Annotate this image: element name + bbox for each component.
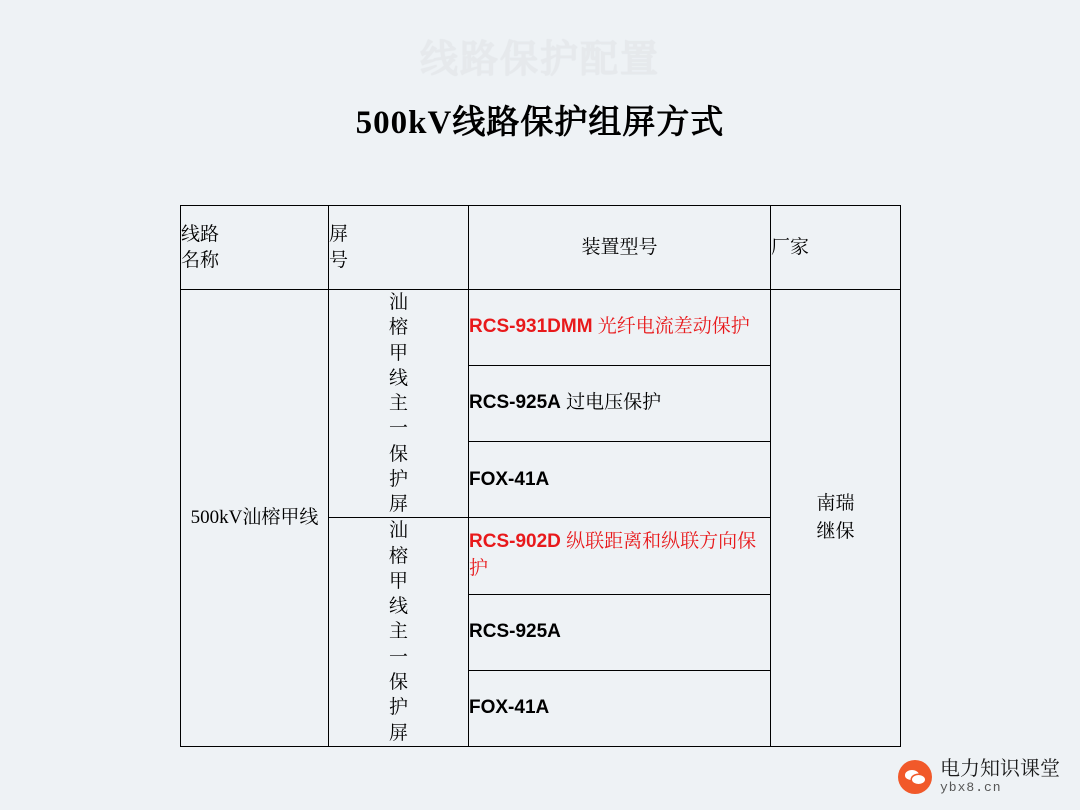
watermark-name: 电力知识课堂 [940, 758, 1060, 781]
protection-panel-table-wrapper [180, 205, 900, 747]
cell-line-name: 500kV汕榕甲线 [181, 290, 329, 747]
panel-group-2-label: 汕榕甲线主一保护屏 [389, 520, 409, 744]
header-line-name-line2: 名称 [181, 249, 220, 271]
table-header-row [181, 206, 901, 290]
manufacturer-line1: 南瑞 [816, 493, 855, 515]
manufacturer-line2: 继保 [816, 520, 855, 542]
device-2-2-model: RCS-925A [469, 620, 561, 642]
header-device-model: 装置型号 [469, 206, 771, 290]
watermark-url: ybx8.cn [940, 780, 1002, 796]
device-1-3-model: FOX-41A [469, 468, 550, 490]
device-2-3-model: FOX-41A [469, 696, 550, 718]
header-line-name-line1: 线路 [181, 223, 220, 245]
ghost-heading: 线路保护配置 [419, 39, 660, 81]
device-1-2-model: RCS-925A [469, 392, 561, 414]
cell-manufacturer [771, 290, 901, 747]
protection-panel-table [180, 205, 901, 747]
cell-device-2-1 [469, 518, 771, 594]
header-manufacturer: 厂家 [771, 206, 901, 290]
device-1-1-desc: 光纤电流差动保护 [592, 316, 750, 338]
cell-panel-group-1 [329, 290, 469, 518]
page-title: 500kV线路保护组屏方式 [355, 105, 725, 141]
watermark [898, 758, 1060, 796]
panel-group-1-label: 汕榕甲线主一保护屏 [389, 292, 409, 516]
header-panel-number-line1: 屏 [329, 223, 349, 245]
header-panel-number-line2: 号 [329, 249, 349, 271]
cell-device-2-2 [469, 594, 771, 670]
wechat-icon [898, 760, 932, 794]
cell-panel-group-2 [329, 518, 469, 746]
cell-device-1-1 [469, 290, 771, 366]
cell-device-1-3 [469, 442, 771, 518]
cell-device-2-3 [469, 670, 771, 746]
device-1-1-model: RCS-931DMM [469, 316, 593, 338]
header-line-name [181, 206, 329, 290]
table-row [181, 290, 901, 366]
device-1-2-desc: 过电压保护 [560, 392, 662, 414]
device-2-1-desc: 纵联距离和纵联方向保护 [469, 531, 757, 579]
watermark-texts [940, 758, 1060, 796]
header-panel-number [329, 206, 469, 290]
device-2-1-model: RCS-902D [469, 531, 561, 553]
cell-device-1-2 [469, 366, 771, 442]
